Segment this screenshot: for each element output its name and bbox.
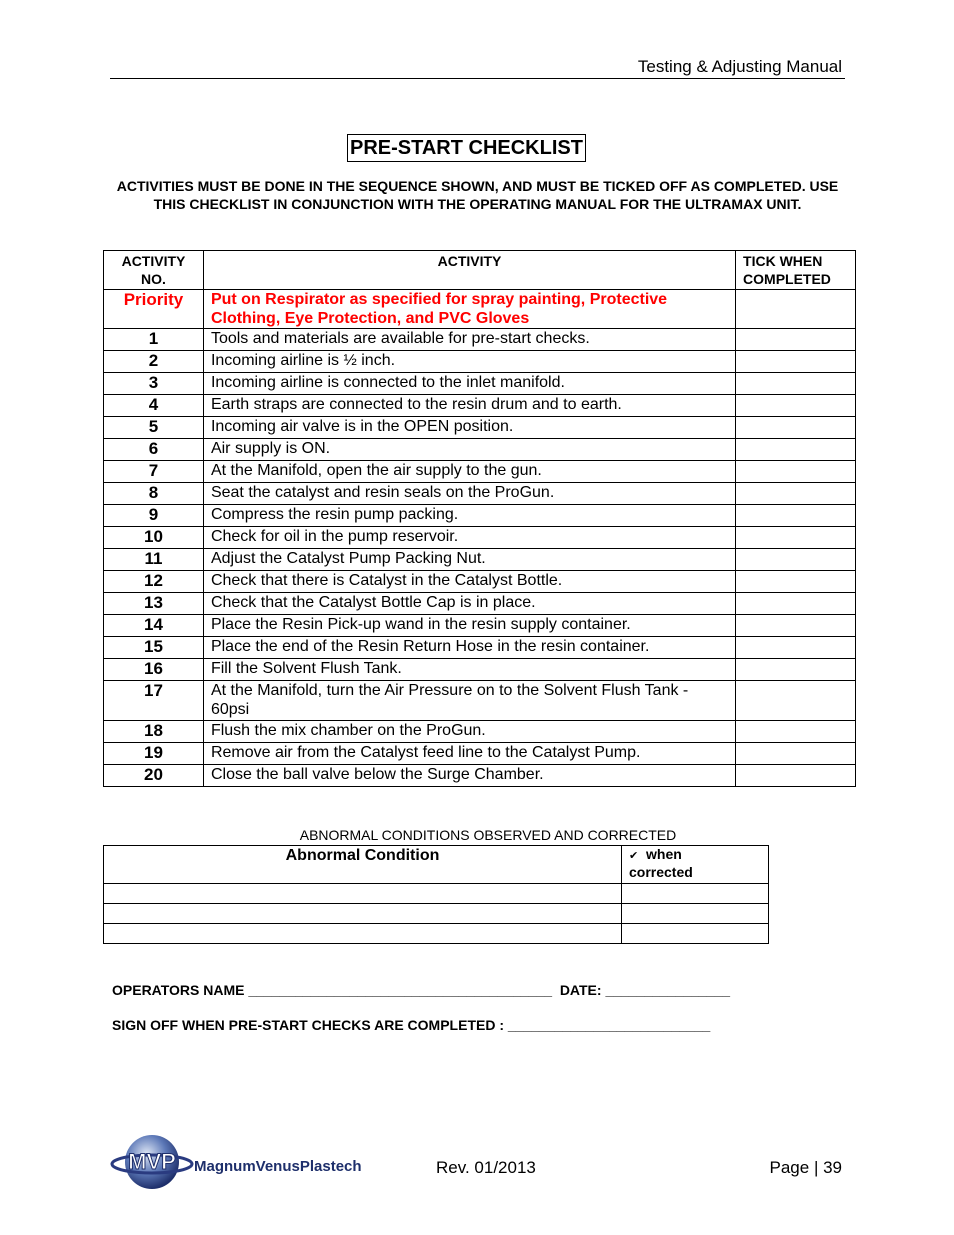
activity-text: Air supply is ON.: [203, 439, 735, 461]
table-row: [104, 765, 856, 787]
activity-number: 17: [104, 681, 204, 721]
activity-number: 1: [104, 329, 204, 351]
tick-cell[interactable]: [736, 417, 856, 439]
table-row: [104, 527, 856, 549]
activity-number: 11: [104, 549, 204, 571]
tick-cell[interactable]: [736, 329, 856, 351]
tick-cell[interactable]: [736, 373, 856, 395]
activity-text: Incoming air valve is in the OPEN position.: [203, 417, 735, 439]
activity-text: Compress the resin pump packing.: [203, 505, 735, 527]
table-row: [104, 351, 856, 373]
tick-cell[interactable]: [736, 765, 856, 787]
abnormal-condition-cell[interactable]: [104, 904, 622, 924]
abnormal-corrected-cell[interactable]: [622, 884, 769, 904]
abnormal-condition-cell[interactable]: [104, 884, 622, 904]
tick-cell[interactable]: [736, 659, 856, 681]
table-row: [104, 373, 856, 395]
tick-cell[interactable]: [736, 615, 856, 637]
activity-text: Seat the catalyst and resin seals on the ProGun.: [203, 483, 735, 505]
activity-text: Flush the mix chamber on the ProGun.: [203, 721, 735, 743]
activity-number: 3: [104, 373, 204, 395]
tick-header: TICK WHEN COMPLETED: [736, 251, 856, 290]
table-row: [104, 721, 856, 743]
activity-number: 8: [104, 483, 204, 505]
activity-text: Place the Resin Pick-up wand in the resin supply container.: [203, 615, 735, 637]
activity-number: 10: [104, 527, 204, 549]
activity-text: Fill the Solvent Flush Tank.: [203, 659, 735, 681]
checklist-header-row: [104, 251, 856, 290]
activity-number: 15: [104, 637, 204, 659]
page-number: Page | 39: [769, 1158, 842, 1177]
priority-tick-cell[interactable]: [736, 290, 856, 329]
table-row: [104, 439, 856, 461]
activity-number: 6: [104, 439, 204, 461]
table-row: [104, 571, 856, 593]
table-row: [104, 659, 856, 681]
priority-row: [104, 290, 856, 329]
activity-text: At the Manifold, turn the Air Pressure on to the Solvent Flush Tank - 60psi: [203, 681, 735, 721]
activity-number: 18: [104, 721, 204, 743]
priority-activity: Put on Respirator as specified for spray painting, Protective Clothing, Eye Protection, and PVC Gloves: [203, 290, 735, 329]
tick-cell[interactable]: [736, 395, 856, 417]
activity-number: 16: [104, 659, 204, 681]
revision-text: Rev. 01/2013: [436, 1158, 536, 1177]
table-row: [104, 593, 856, 615]
activity-text: Check that the Catalyst Bottle Cap is in place.: [203, 593, 735, 615]
company-logo: [110, 1131, 400, 1193]
activity-text: Check that there is Catalyst in the Catalyst Bottle.: [203, 571, 735, 593]
table-row: [104, 615, 856, 637]
activity-number: 12: [104, 571, 204, 593]
abnormal-caption: ABNORMAL CONDITIONS OBSERVED AND CORRECTED: [299, 827, 677, 843]
activity-number: 2: [104, 351, 204, 373]
activity-text: Incoming airline is connected to the inlet manifold.: [203, 373, 735, 395]
abnormal-table: [103, 845, 769, 944]
table-row: [104, 395, 856, 417]
abnormal-corrected-cell[interactable]: [622, 904, 769, 924]
signoff-line[interactable]: SIGN OFF WHEN PRE-START CHECKS ARE COMPLETED : __________________________: [112, 1017, 711, 1033]
tick-cell[interactable]: [736, 351, 856, 373]
table-row: [104, 549, 856, 571]
activity-text: Incoming airline is ½ inch.: [203, 351, 735, 373]
check-mark-icon: ✔: [629, 849, 639, 862]
operator-name-line[interactable]: OPERATORS NAME _______________________________________ DATE: ________________: [112, 982, 731, 998]
tick-cell[interactable]: [736, 571, 856, 593]
table-row: [104, 505, 856, 527]
activity-number: 4: [104, 395, 204, 417]
tick-cell[interactable]: [736, 461, 856, 483]
tick-cell[interactable]: [736, 681, 856, 721]
activity-text: Adjust the Catalyst Pump Packing Nut.: [203, 549, 735, 571]
table-row: [104, 461, 856, 483]
tick-cell[interactable]: [736, 549, 856, 571]
tick-cell[interactable]: [736, 483, 856, 505]
activity-number: 5: [104, 417, 204, 439]
activity-text: Close the ball valve below the Surge Chamber.: [203, 765, 735, 787]
logo-company-name: MagnumVenusPlastech: [194, 1158, 362, 1175]
activity-number: 14: [104, 615, 204, 637]
abnormal-condition-cell[interactable]: [104, 924, 622, 944]
abnormal-condition-header: Abnormal Condition: [104, 846, 622, 884]
activity-number: 19: [104, 743, 204, 765]
table-row: [104, 417, 856, 439]
activity-number: 13: [104, 593, 204, 615]
activity-number: 20: [104, 765, 204, 787]
tick-cell[interactable]: [736, 637, 856, 659]
abnormal-header-row: [104, 846, 769, 884]
table-row: [104, 637, 856, 659]
tick-cell[interactable]: [736, 439, 856, 461]
activity-text: At the Manifold, open the air supply to the gun.: [203, 461, 735, 483]
activity-text: Remove air from the Catalyst feed line to the Catalyst Pump.: [203, 743, 735, 765]
activity-text: Check for oil in the pump reservoir.: [203, 527, 735, 549]
tick-cell[interactable]: [736, 527, 856, 549]
table-row: [104, 743, 856, 765]
activity-number: 7: [104, 461, 204, 483]
activity-text: Tools and materials are available for pre-start checks.: [203, 329, 735, 351]
abnormal-corrected-cell[interactable]: [622, 924, 769, 944]
when-corrected-header: ✔ when corrected: [622, 846, 769, 884]
activity-no-header: ACTIVITY NO.: [104, 251, 204, 290]
logo-badge-text: MVP: [128, 1149, 176, 1174]
instructions: ACTIVITIES MUST BE DONE IN THE SEQUENCE SHOWN, AND MUST BE TICKED OFF AS COMPLETED. USE THIS CHECKLIST IN CONJUNCTION WITH THE OPERATING MANUAL FOR THE ULTRAMAX UNIT.: [116, 178, 839, 212]
activity-number: 9: [104, 505, 204, 527]
table-row: [104, 483, 856, 505]
header-title: Testing & Adjusting Manual: [637, 57, 842, 76]
abnormal-row: [104, 904, 769, 924]
activity-text: Place the end of the Resin Return Hose in the resin container.: [203, 637, 735, 659]
tick-cell[interactable]: [736, 743, 856, 765]
tick-cell[interactable]: [736, 505, 856, 527]
header-rule: [110, 78, 845, 79]
abnormal-row: [104, 924, 769, 944]
tick-cell[interactable]: [736, 721, 856, 743]
checklist-table: [103, 250, 856, 787]
activity-text: Earth straps are connected to the resin drum and to earth.: [203, 395, 735, 417]
abnormal-row: [104, 884, 769, 904]
activity-header: ACTIVITY: [203, 251, 735, 290]
tick-cell[interactable]: [736, 593, 856, 615]
priority-label: Priority: [104, 290, 204, 329]
page-title: PRE-START CHECKLIST: [347, 134, 586, 162]
table-row: [104, 329, 856, 351]
table-row: [104, 681, 856, 721]
